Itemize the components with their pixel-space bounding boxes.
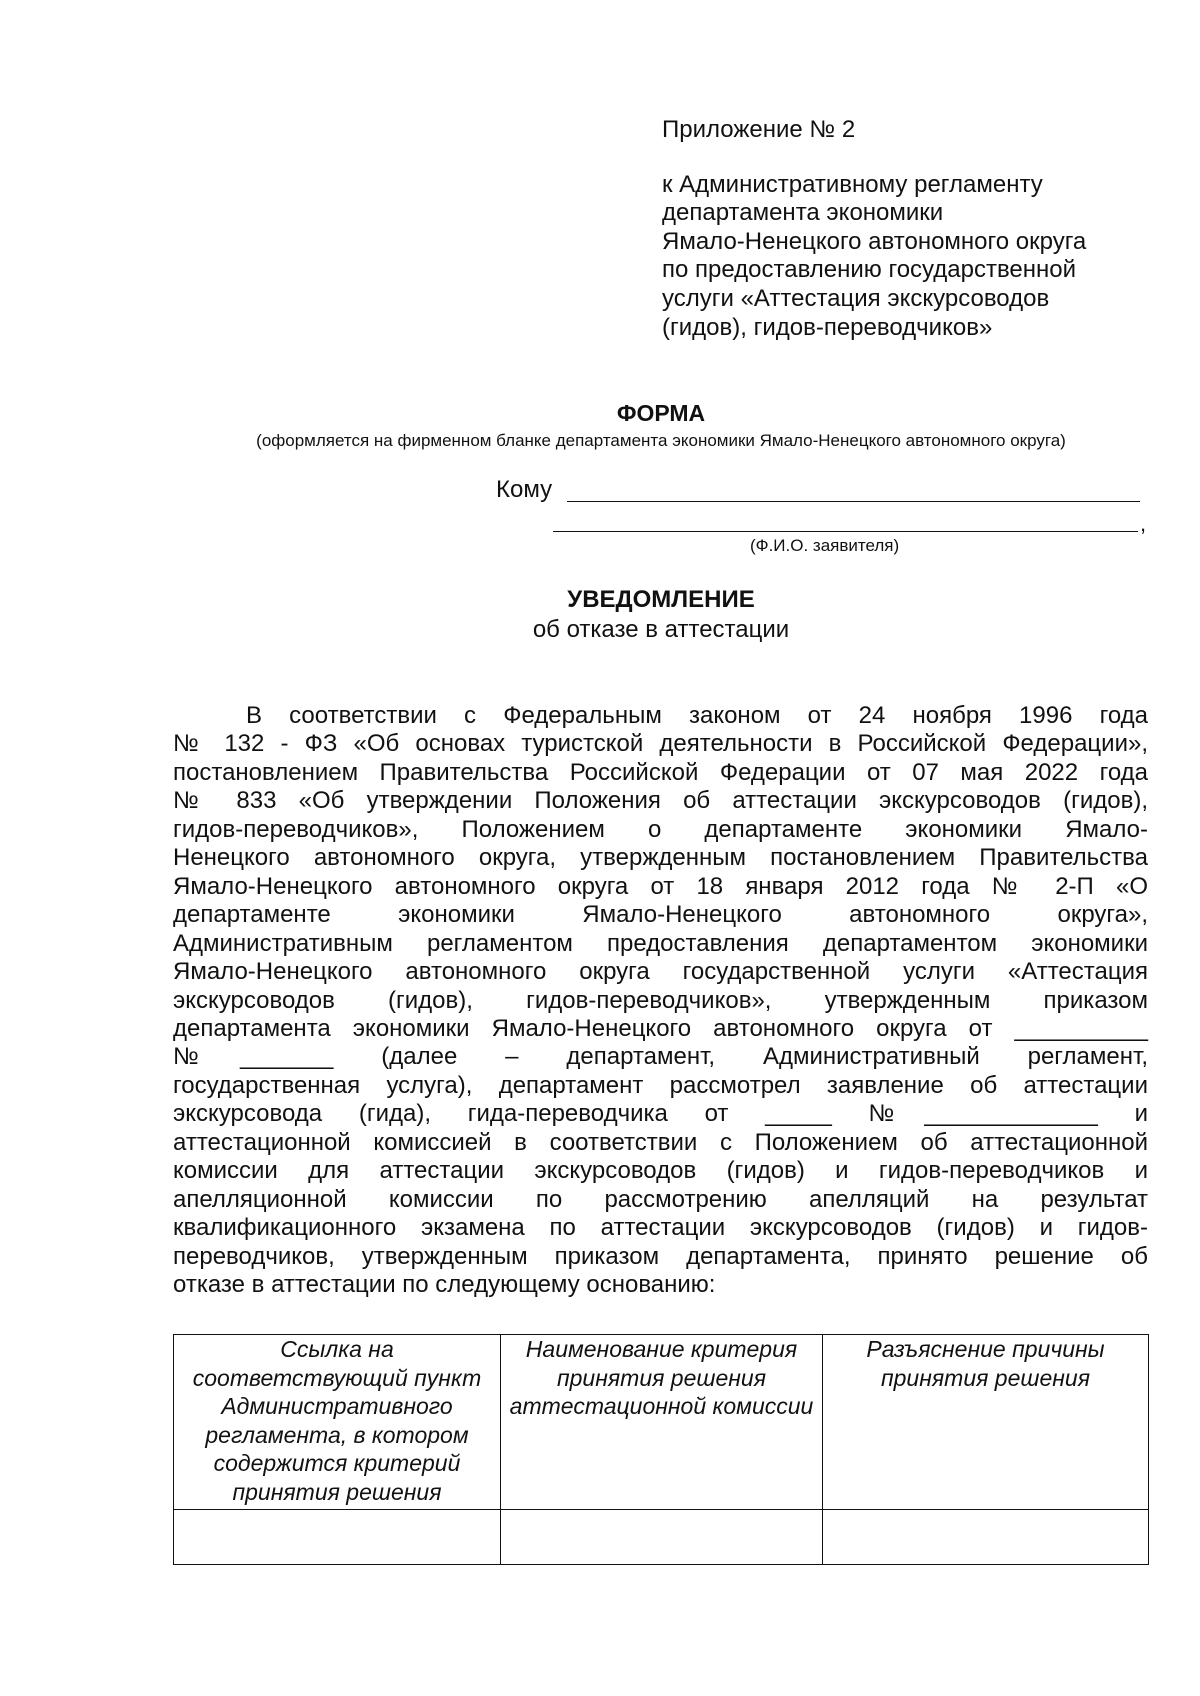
- body-line: комиссии для аттестации экскурсоводов (гидов) и гидов-переводчиков и: [173, 1157, 1148, 1185]
- table-row: [174, 1510, 1149, 1565]
- addressee-line: [567, 501, 1140, 502]
- notice-subtitle: об отказе в аттестации: [532, 616, 790, 643]
- form-note: (оформляется на фирменном бланке департамента экономики Ямало-Ненецкого автономного округа): [256, 431, 1066, 450]
- body-line: экскурсоводов (гидов), гидов-переводчиков», утвержденным приказом: [173, 986, 1148, 1014]
- body-line: Ямало-Ненецкого автономного округа от 18 января 2012 года № 2-П «О: [173, 872, 1148, 900]
- body-line: гидов-переводчиков», Положением о департаменте экономики Ямало-: [173, 815, 1148, 843]
- addressee-comma: ,: [1140, 511, 1147, 536]
- form-title: ФОРМА: [616, 400, 706, 426]
- body-line: переводчиков, утвержденным приказом департамента, принято решение об: [173, 1242, 1148, 1270]
- addressee-caption: (Ф.И.О. заявителя): [750, 536, 900, 555]
- body-line: Ненецкого автономного округа, утвержденным постановлением Правительства: [173, 844, 1148, 872]
- appendix-line: Ямало-Ненецкого автономного округа: [662, 227, 1087, 255]
- body-line: отказе в аттестации по следующему основанию:: [173, 1271, 716, 1299]
- table-cell: [501, 1510, 823, 1565]
- notice-title: УВЕДОМЛЕНИЕ: [567, 586, 755, 613]
- body-line: Административным регламентом предоставления департаментом экономики: [173, 929, 1148, 957]
- body-line: Ямало-Ненецкого автономного округа государственной услуги «Аттестация: [173, 958, 1148, 986]
- body-line: квалификационного экзамена по аттестации экскурсоводов (гидов) и гидов-: [173, 1214, 1148, 1242]
- body-line: аттестационной комиссией в соответствии с Положением об аттестационной: [173, 1128, 1148, 1156]
- appendix-line: департамента экономики: [662, 199, 944, 227]
- body-line: № 833 «Об утверждении Положения об аттестации экскурсоводов (гидов),: [173, 787, 1148, 815]
- table-header-cell: Наименование критерия принятия решения аттестационной комиссии: [501, 1335, 823, 1510]
- addressee-label: Кому: [496, 476, 553, 503]
- addressee-line: [553, 531, 1138, 532]
- table-header-cell: Разъяснение причины принятия решения: [823, 1335, 1149, 1510]
- body-line: В соответствии с Федеральным законом от 24 ноября 1996 года: [246, 702, 1148, 729]
- body-line: департаменте экономики Ямало-Ненецкого автономного округа»,: [173, 901, 1148, 929]
- appendix-line: (гидов), гидов-переводчиков»: [662, 313, 993, 341]
- appendix-number: Приложение № 2: [662, 116, 856, 143]
- body-line: апелляционной комиссии по рассмотрению апелляций на результат: [173, 1185, 1148, 1213]
- body-line: №_______ (далее – департамент, Административный регламент,: [173, 1043, 1148, 1071]
- body-line: государственная услуга), департамент рассмотрел заявление об аттестации: [173, 1071, 1148, 1099]
- table-header-row: [174, 1335, 1149, 1510]
- table-cell: [823, 1510, 1149, 1565]
- appendix-line: услуги «Аттестация экскурсоводов: [662, 284, 1050, 312]
- notice-body: [173, 702, 1148, 1300]
- body-line: постановлением Правительства Российской Федерации от 07 мая 2022 года: [173, 758, 1148, 786]
- reasons-table: [173, 1334, 1149, 1565]
- appendix-line: по предоставлению государственной: [662, 256, 1077, 284]
- table-cell: [174, 1510, 501, 1565]
- body-line: экскурсовода (гида), гида-переводчика от _____ №_____________ и: [173, 1100, 1148, 1128]
- appendix-line: к Административному регламенту: [662, 170, 1043, 198]
- body-line: № 132 - ФЗ «Об основах туристской деятельности в Российской Федерации»,: [173, 730, 1148, 758]
- appendix-block: [662, 116, 1162, 342]
- table-header-cell: Ссылка на соответствующий пункт Административного регламента, в котором содержится критерий принятия решения: [174, 1335, 501, 1510]
- body-line: департамента экономики Ямало-Ненецкого автономного округа от __________: [173, 1014, 1148, 1042]
